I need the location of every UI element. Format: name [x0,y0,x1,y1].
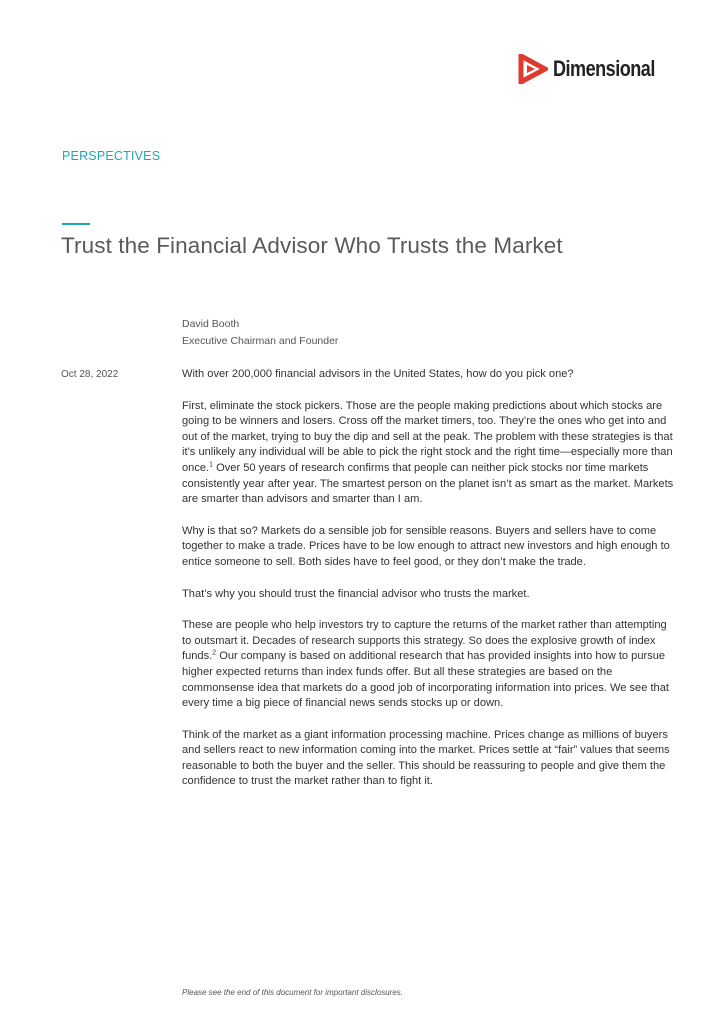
article-body [182,367,677,806]
accent-rule [62,223,90,225]
disclosure-note: Please see the end of this document for important disclosures. [182,988,404,997]
paragraph-1: With over 200,000 financial advisors in the United States, how do you pick one? [182,368,574,380]
paragraph-5: These are people who help investors try to capture the returns of the market rather than attempting to outsmart it. Decades of research supports this strategy. So does the explosive growth of index funds.$^2$ Our company is based on additional research that has provided insights into how to pursue higher expected returns than index funds offer. But all these strategies are based on the commonsense idea that markets do a good job of incorporating information into prices. We see that every time a big piece of financial news sends stocks up or down. [182,619,669,710]
dimensional-triangle-logo-icon [518,54,548,84]
paragraph-4: That’s why you should trust the financial advisor who trusts the market. [182,587,530,600]
publish-date: Oct 28, 2022 [61,369,119,380]
brand-logo [518,54,677,84]
page-title: Trust the Financial Advisor Who Trusts the Market [61,233,563,258]
logo-text: Dimensional [553,56,655,81]
author-role: Executive Chairman and Founder [182,335,339,347]
paragraph-3: Why is that so? Markets do a sensible job for sensible reasons. Buyers and sellers have to come together to make a trade. Prices have to be low enough to attract new investors and high enough to entice someone to sell. Both sides have to feel good, or they don’t make the trade. [182,524,670,568]
footnote-ref-2[interactable]: 2 [212,649,217,657]
paragraph-2: First, eliminate the stock pickers. Those are the people making predictions about which stocks are going to be winners and losers. Cross off the market timers, too. They’re the ones who get into and out of the market, trying to buy the dip and sell at the peak. The problem with these strategies is that it’s unlikely any individual will be able to pick the right stock and the right time—especially more than once.$^1$ Over 50 years of research confirms that people can neither pick stocks nor time markets consistently year after year. The smartest person on the planet isn’t as smart as the market. Markets are smarter than advisors and smarter than I am. [182,399,674,506]
author-name: David Booth [182,318,240,330]
footnote-ref-1[interactable]: 1 [209,461,214,469]
author-block [182,316,338,350]
paragraph-6: Think of the market as a giant information processing machine. Prices change as millions of buyers and sellers react to new information coming into the market. Prices settle at “fair” values that seems reasonable to both the buyer and the seller. This should be reassuring to people and give them the confidence to trust the market rather than to fight it. [182,728,670,788]
section-label: PERSPECTIVES [62,149,161,163]
